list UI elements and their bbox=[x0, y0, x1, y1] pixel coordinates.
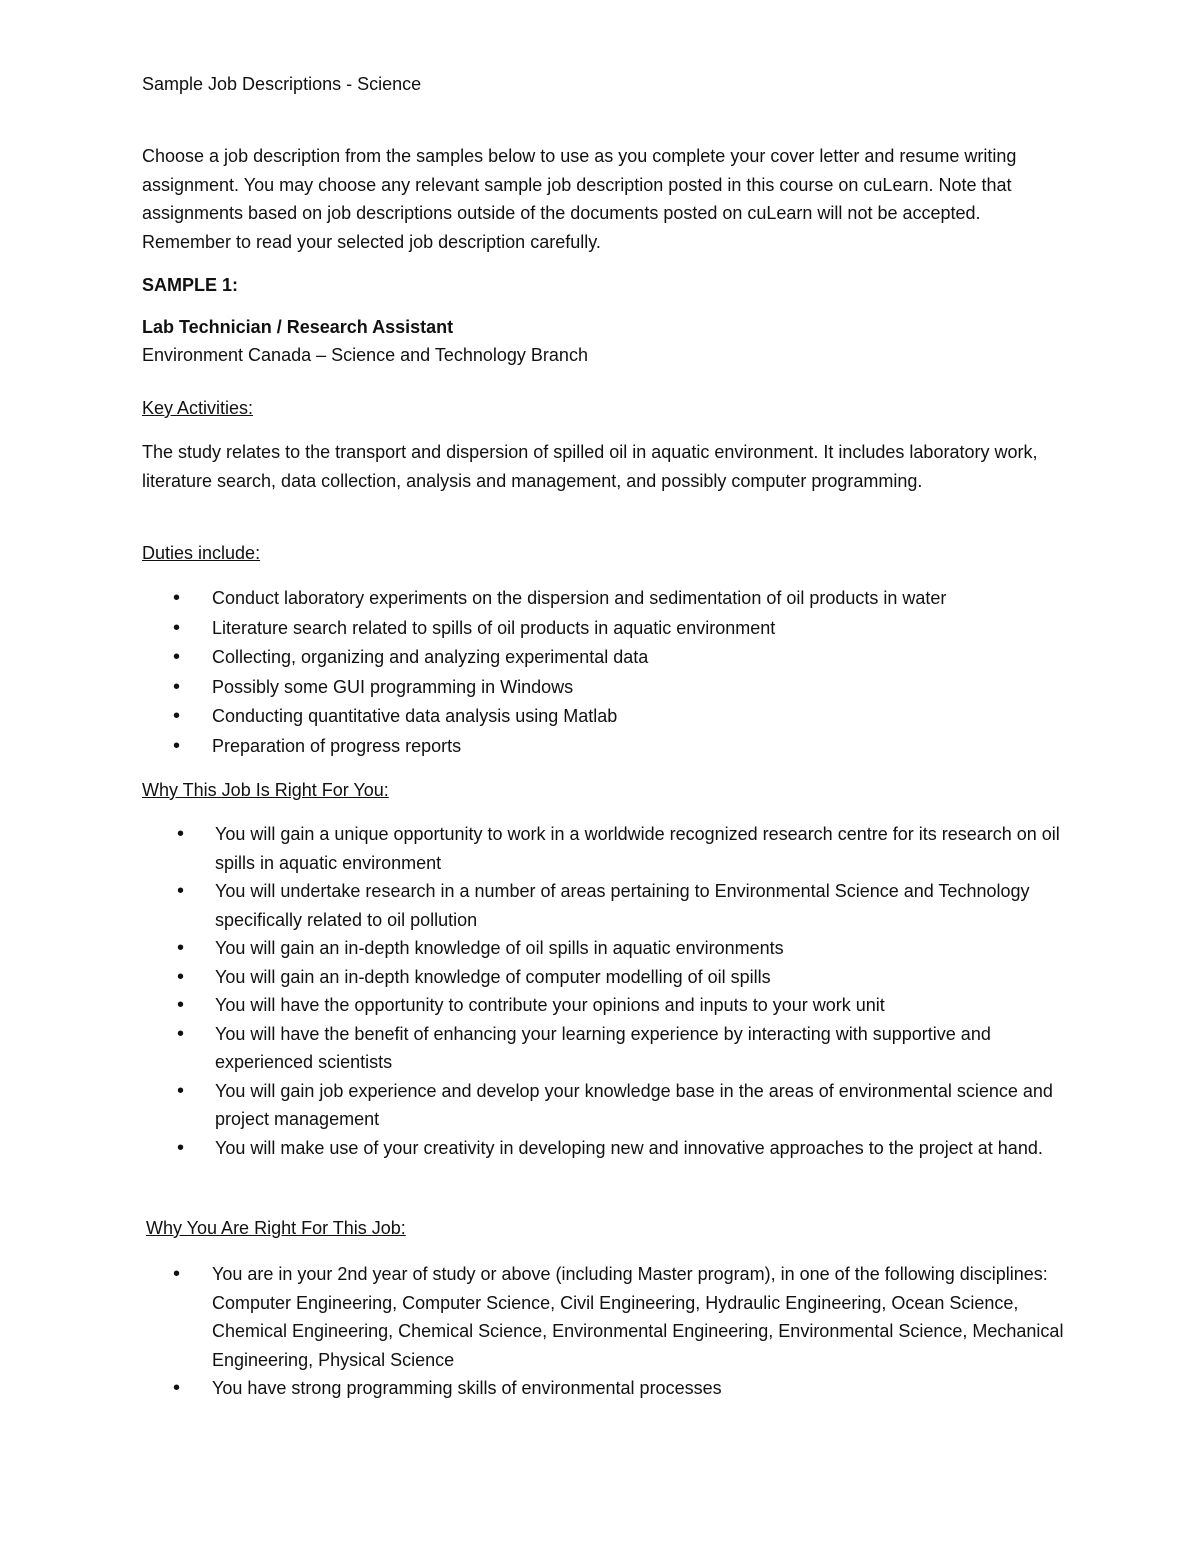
why-job-list bbox=[215, 820, 1075, 1162]
list-item: • You will gain an in-depth knowledge of oil spills in aquatic environments bbox=[215, 934, 1075, 963]
list-item: • Conducting quantitative data analysis using Matlab bbox=[212, 702, 1092, 732]
key-activities-heading: Key Activities: bbox=[142, 398, 254, 418]
why-job-heading: Why This Job Is Right For You: bbox=[142, 780, 389, 800]
list-item: • Preparation of progress reports bbox=[212, 732, 1092, 762]
intro-paragraph: Choose a job description from the samples below to use as you complete your cover letter and resume writing assignment. You may choose any relevant sample job description posted in this course on cuLearn. Note that assignments based on job descriptions outside of the documents posted on cuLearn will not be accepted. Remember to read your selected job description carefully. bbox=[142, 146, 1017, 252]
list-item: • You will make use of your creativity in developing new and innovative approaches to the project at hand. bbox=[215, 1134, 1075, 1163]
list-item: • You will have the opportunity to contribute your opinions and inputs to your work unit bbox=[215, 991, 1075, 1020]
why-you-list bbox=[212, 1260, 1072, 1403]
list-item: • You will gain a unique opportunity to work in a worldwide recognized research centre for its research on oil spills in aquatic environment bbox=[215, 820, 1075, 877]
duties-heading: Duties include: bbox=[142, 543, 261, 563]
list-item: • Collecting, organizing and analyzing experimental data bbox=[212, 643, 1092, 673]
duties-list bbox=[212, 584, 1092, 761]
list-item: • You are in your 2nd year of study or above (including Master program), in one of the following disciplines: Computer Engineering, Computer Science, Civil Engineering, Hydraulic Engineering, Ocean Science, Chemical Engineering, Chemical Science, Environmental Engineering, Environmental Science, Mechanical Engineering, Physical Science bbox=[212, 1260, 1072, 1374]
key-activities-text: The study relates to the transport and dispersion of spilled oil in aquatic environment. It includes laboratory work, literature search, data collection, analysis and management, and possibly computer programming. bbox=[142, 442, 1038, 491]
list-item: • Conduct laboratory experiments on the dispersion and sedimentation of oil products in water bbox=[212, 584, 1092, 614]
organization: Environment Canada – Science and Technology Branch bbox=[142, 345, 588, 365]
list-item: • Possibly some GUI programming in Windows bbox=[212, 673, 1092, 703]
why-you-heading: Why You Are Right For This Job: bbox=[146, 1218, 406, 1238]
list-item: • You will have the benefit of enhancing your learning experience by interacting with supportive and experienced scientists bbox=[215, 1020, 1075, 1077]
list-item: • Literature search related to spills of oil products in aquatic environment bbox=[212, 614, 1092, 644]
sample-label: SAMPLE 1: bbox=[142, 275, 239, 295]
list-item: • You will undertake research in a number of areas pertaining to Environmental Science and Technology specifically related to oil pollution bbox=[215, 877, 1075, 934]
list-item: • You will gain an in-depth knowledge of computer modelling of oil spills bbox=[215, 963, 1075, 992]
list-item: • You will gain job experience and develop your knowledge base in the areas of environmental science and project management bbox=[215, 1077, 1075, 1134]
job-title: Lab Technician / Research Assistant bbox=[142, 317, 454, 337]
list-item: • You have strong programming skills of environmental processes bbox=[212, 1374, 1072, 1403]
document-title: Sample Job Descriptions - Science bbox=[142, 74, 422, 94]
